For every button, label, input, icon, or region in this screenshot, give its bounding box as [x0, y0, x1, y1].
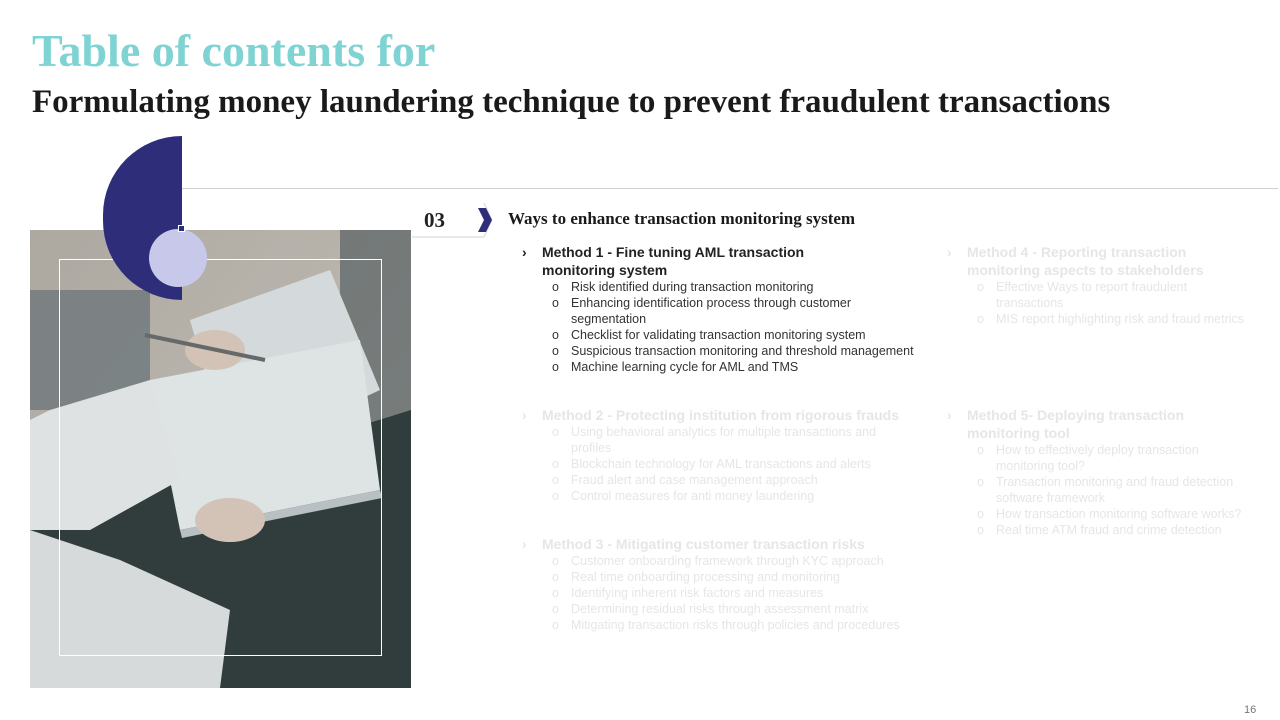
section-number: 03	[424, 208, 445, 232]
chevron-right-icon: ›	[522, 536, 527, 552]
chevron-right-icon: ›	[522, 244, 527, 260]
photo-frame	[59, 259, 382, 656]
method-4-heading	[947, 243, 1267, 279]
method-2[interactable]	[522, 406, 912, 504]
bullet-icon: o	[977, 507, 984, 521]
method-5-list	[947, 442, 1267, 538]
method-5[interactable]	[947, 406, 1267, 538]
method-3-list	[522, 553, 942, 633]
method-5-label: Method 5- Deploying transaction monitoring tool	[967, 407, 1185, 441]
bullet-icon: o	[977, 523, 984, 537]
list-item: o How to effectively deploy transaction monitoring tool?	[977, 443, 1199, 473]
method-1[interactable]	[522, 243, 942, 375]
list-item: o Transaction monitoring and fraud detection software framework	[977, 475, 1234, 505]
bullet-icon: o	[977, 443, 984, 457]
list-item: o Identifying inherent risk factors and measures	[552, 586, 824, 600]
list-item: o Enhancing identification process through customer segmentation	[552, 296, 852, 326]
method-4[interactable]	[947, 243, 1267, 327]
list-item: o Fraud alert and case management approach	[552, 473, 818, 487]
bullet-icon: o	[552, 360, 559, 374]
lavender-circle	[149, 229, 207, 287]
list-item: o Customer onboarding framework through KYC approach	[552, 554, 884, 568]
section-title: Ways to enhance transaction monitoring system	[508, 209, 856, 228]
method-5-heading	[947, 406, 1267, 442]
slide-title-line2: Formulating money laundering technique to prevent fraudulent transactions	[32, 84, 1111, 120]
list-item: o Control measures for anti money laundering	[552, 489, 815, 503]
list-item: o How transaction monitoring software works?	[977, 507, 1242, 521]
list-item: o Mitigating transaction risks through policies and procedures	[552, 618, 900, 632]
list-item: o Real time ATM fraud and crime detection	[977, 523, 1222, 537]
list-item: o Effective Ways to report fraudulent transactions	[977, 280, 1188, 310]
bullet-icon: o	[552, 425, 559, 439]
method-1-heading	[522, 243, 942, 279]
page-number: 16	[1244, 704, 1257, 716]
bullet-icon: o	[552, 554, 559, 568]
bullet-icon: o	[977, 280, 984, 294]
list-item: o Risk identified during transaction monitoring	[552, 280, 814, 294]
list-item: o Using behavioral analytics for multiple transactions and profiles	[552, 425, 877, 455]
method-1-list	[522, 279, 942, 375]
bullet-icon: o	[552, 280, 559, 294]
chevron-right-icon: ›	[947, 244, 952, 260]
slide-title-line1: Table of contents for	[32, 25, 436, 76]
method-4-list	[947, 279, 1267, 327]
bullet-icon: o	[977, 312, 984, 326]
bullet-icon: o	[552, 473, 559, 487]
bullet-icon: o	[552, 570, 559, 584]
method-2-list	[522, 424, 912, 504]
list-item: o Machine learning cycle for AML and TMS	[552, 360, 799, 374]
navy-square-marker	[178, 225, 185, 232]
bullet-icon: o	[552, 296, 559, 310]
list-item: o MIS report highlighting risk and fraud metrics	[977, 312, 1245, 326]
chevron-right-icon: ›	[947, 407, 952, 423]
list-item: o Checklist for validating transaction monitoring system	[552, 328, 866, 342]
method-2-heading	[522, 406, 912, 424]
method-4-label: Method 4 - Reporting transaction monitoring aspects to stakeholders	[967, 244, 1204, 278]
bullet-icon: o	[552, 457, 559, 471]
method-3[interactable]	[522, 535, 942, 633]
bullet-icon: o	[977, 475, 984, 489]
bullet-icon: o	[552, 602, 559, 616]
method-3-label: Method 3 - Mitigating customer transaction risks	[542, 536, 865, 552]
bullet-icon: o	[552, 489, 559, 503]
list-item: o Suspicious transaction monitoring and threshold management	[552, 344, 914, 358]
method-1-label: Method 1 - Fine tuning AML transaction monitoring system	[542, 244, 805, 278]
list-item: o Determining residual risks through assessment matrix	[552, 602, 869, 616]
list-item: o Real time onboarding processing and monitoring	[552, 570, 840, 584]
bullet-icon: o	[552, 618, 559, 632]
chevron-right-icon: ›	[522, 407, 527, 423]
bullet-icon: o	[552, 344, 559, 358]
method-3-heading	[522, 535, 942, 553]
bullet-icon: o	[552, 328, 559, 342]
method-2-label: Method 2 - Protecting institution from rigorous frauds	[542, 407, 899, 423]
list-item: o Blockchain technology for AML transactions and alerts	[552, 457, 871, 471]
divider-line	[182, 188, 1278, 189]
bullet-icon: o	[552, 586, 559, 600]
